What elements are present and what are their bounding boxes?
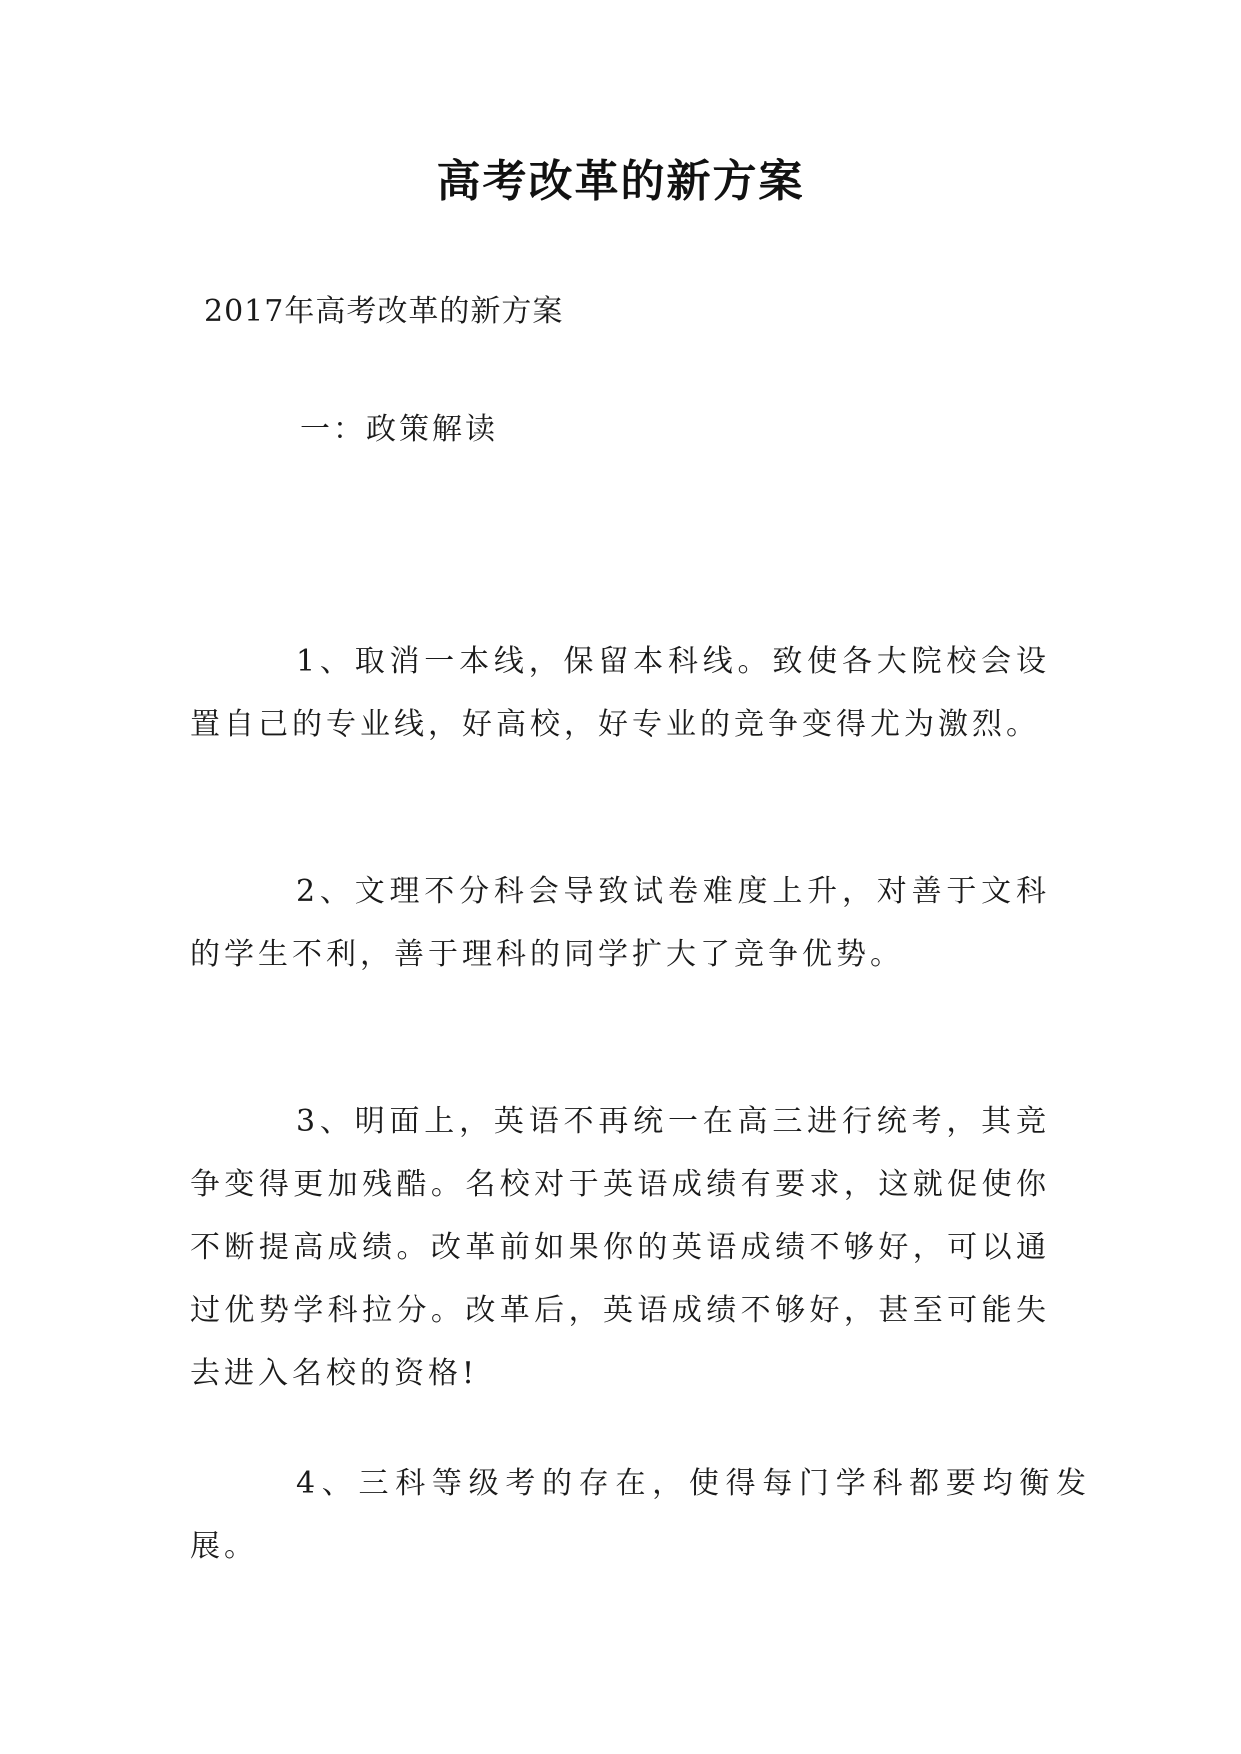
section-heading: 一：政策解读 [300,412,498,447]
document-subtitle: 2017年高考改革的新方案 [204,294,564,329]
paragraph-2: 2、文理不分科会导致试卷难度上升，对善于文科的学生不利，善于理科的同学扩大了竞争优势。 [190,874,1050,972]
document-title: 高考改革的新方案 [436,156,805,207]
paragraph-1: 1、取消一本线，保留本科线。致使各大院校会设置自己的专业线，好高校，好专业的竞争变得尤为激烈。 [190,644,1050,742]
paragraph-4: 4、三科等级考的存在，使得每门学科都要均衡发展。 [190,1466,1090,1564]
paragraph-3: 3、明面上，英语不再统一在高三进行统考，其竞争变得更加残酷。名校对于英语成绩有要求，这就促使你不断提高成绩。改革前如果你的英语成绩不够好，可以通过优势学科拉分。改革后，英语成绩不够好，甚至可能失去进入名校的资格! [190,1104,1050,1391]
